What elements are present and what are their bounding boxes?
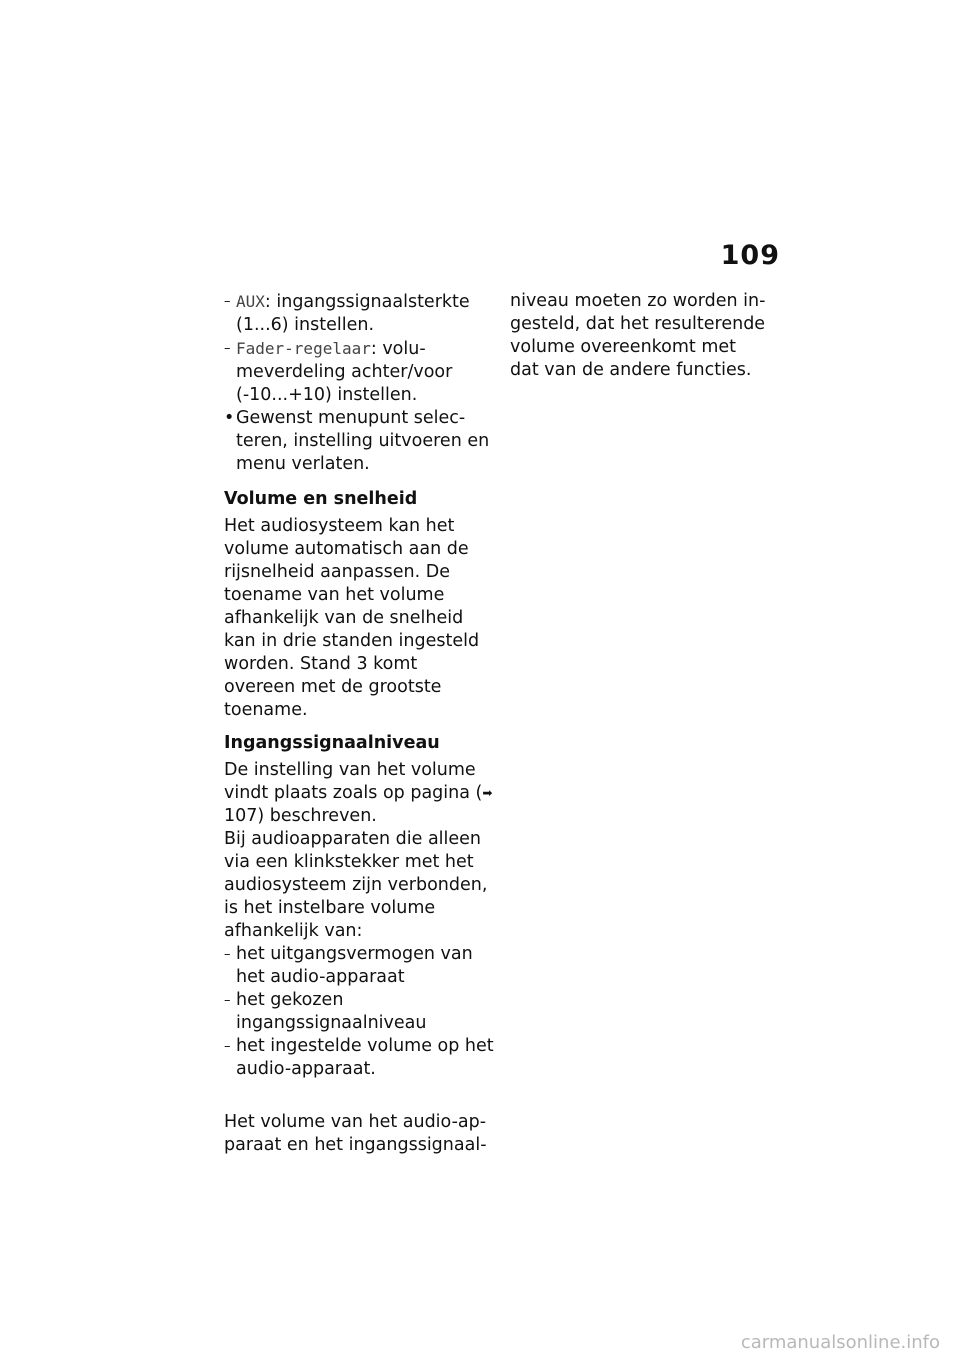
dash-marker: –	[224, 1039, 231, 1054]
page-number: 109	[720, 240, 780, 271]
instruction-bullet	[224, 407, 494, 476]
aux-key: AUX	[236, 292, 265, 311]
dash-marker: –	[224, 947, 231, 962]
section-heading-input-level: Ingangssignaalniveau	[224, 733, 440, 753]
dash-marker: –	[224, 294, 231, 309]
section-body-volume-speed: Het audiosysteem kan het volume automatisch aan de rijsnelheid aanpassen. De toename van het volume afhankelijk van de snelheid kan in drie standen ingesteld worden. Stand 3 komt overeen met de grootste toename.	[224, 516, 480, 720]
body-text: De instelling van het volume vindt plaats zoals op pagina (	[224, 760, 483, 803]
continued-paragraph: niveau moeten zo worden ingesteld, dat het resulterende volume overeenkomt met dat van de andere functies.	[510, 291, 766, 380]
dash-marker: –	[224, 993, 231, 1008]
fader-key: Fader-regelaar	[236, 339, 371, 358]
list-item	[224, 1035, 494, 1081]
list-item-text: het uitgangsvermogen van het audio-apparaat	[236, 944, 473, 987]
dash-marker: –	[224, 341, 231, 356]
instruction-text: Gewenst menupunt selecteren, instelling uitvoeren en menu verlaten.	[236, 408, 490, 474]
fader-text: : volumeverdeling achter/voor (-10...+10) instellen.	[236, 339, 453, 405]
aux-setting-item	[224, 290, 494, 337]
watermark-text: carmanualsonline.info	[740, 1332, 940, 1353]
list-item-text: het gekozen ingangssignaalniveau	[236, 990, 427, 1033]
left-column	[224, 290, 494, 1157]
page-reference-arrow-icon: ➡	[482, 786, 493, 800]
closing-paragraph: Het volume van het audio-apparaat en het ingangssignaal-	[224, 1112, 487, 1155]
right-column	[510, 290, 770, 382]
list-item	[224, 989, 494, 1035]
aux-text: : ingangssignaalsterkte (1...6) instellen.	[236, 292, 470, 335]
list-item-text: het ingestelde volume op het audio-apparaat.	[236, 1036, 494, 1079]
bullet-marker: •	[224, 408, 235, 428]
section-body-input-level-2: Bij audioapparaten die alleen via een klinkstekker met het audiosysteem zijn verbonden, is het instelbare volume afhankelijk van:	[224, 829, 488, 941]
section-body-input-level	[224, 759, 494, 828]
fader-setting-item	[224, 337, 494, 407]
section-heading-volume-speed: Volume en snelheid	[224, 489, 418, 509]
list-item	[224, 943, 494, 989]
body-text: 107) beschreven.	[224, 806, 377, 826]
